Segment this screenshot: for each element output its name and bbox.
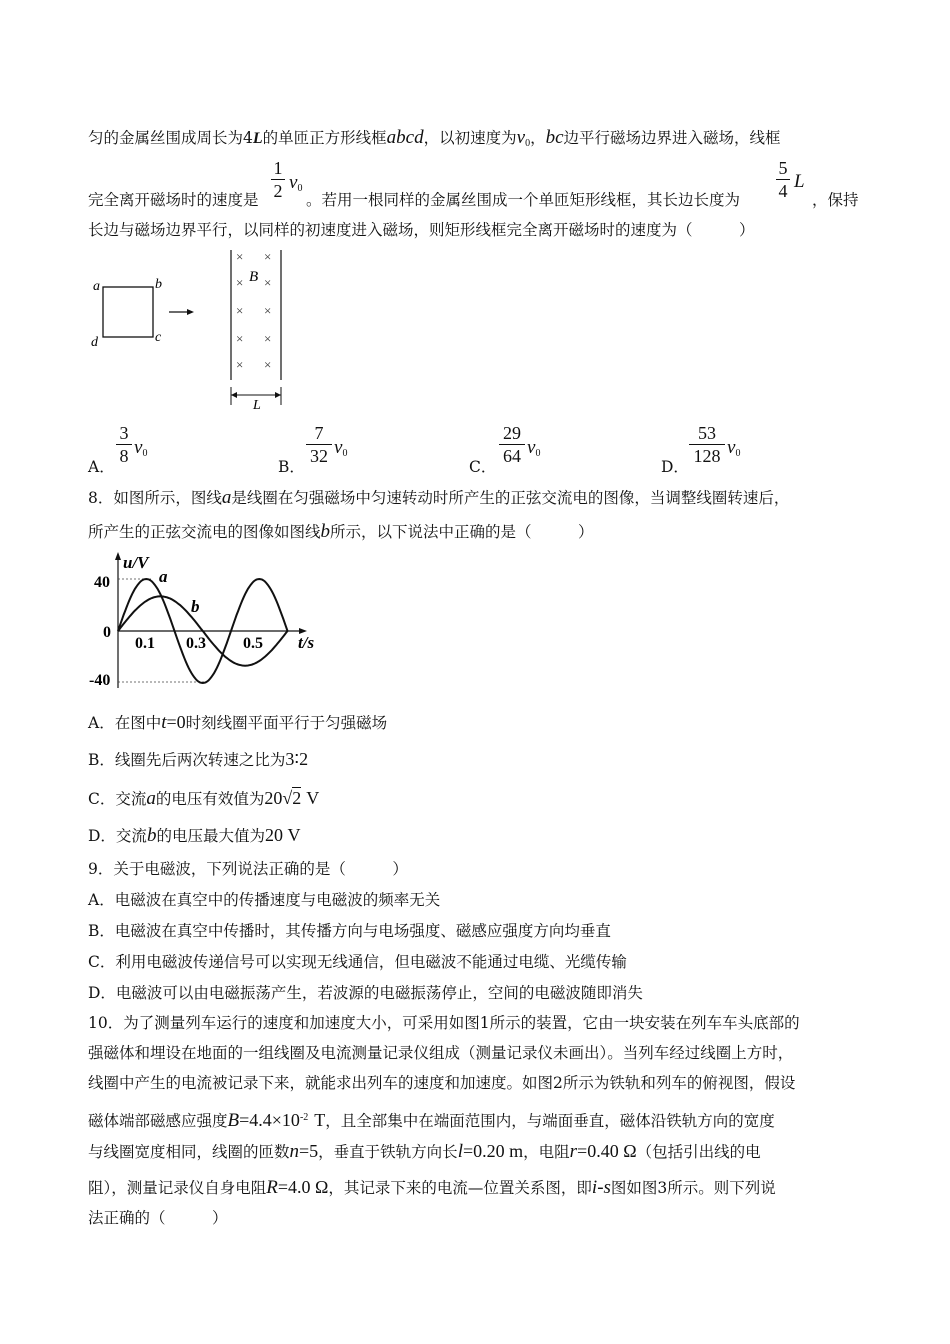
origin-label: 0 [103,624,111,641]
q7-line-3: 长边与磁场边界平行，以同样的初速度进入磁场，则矩形线框完全离开磁场时的速度为（ ） [88,221,755,239]
xtick-0.1: 0.1 [135,635,155,652]
q8-option-d[interactable]: D．交流b的电压最大值为20 V [88,825,301,846]
arrow-head [187,309,194,315]
q7-line-2b: 。若用一根同样的金属丝围成一个单匝矩形线框，其长边长度为 [306,191,741,209]
fraction-five-fourths: 5 4 [776,158,790,201]
q7-option-a[interactable]: A． 3 8 $v_0$ [88,423,148,476]
q9-option-a[interactable]: A．电磁波在真空中的传播速度与电磁波的频率无关 [88,891,441,909]
q7-line-2c: ，保持 [812,191,859,209]
q8-voltage-graph [85,548,325,693]
q8-option-b[interactable]: B．线圈先后两次转速之比为3∶2 [88,749,309,769]
corner-c: c [155,330,162,345]
corner-d: d [91,335,98,350]
q10-line-3: 线圈中产生的电流被记录下来，就能求出列车的速度和加速度。如图2所示为铁轨和列车的俯视图，假设 [88,1074,796,1092]
svg-text:×: × [264,357,272,372]
svg-text:×: × [236,357,244,372]
q7-line-2a: 完全离开磁场时的速度是 [88,191,259,209]
v0-symbol: $v_0$ [289,172,303,194]
abcd-var: abcd [386,127,424,148]
field-label-B: B [249,269,259,285]
ytick-40: 40 [94,574,110,591]
q10-line-1: 10．为了测量列车运行的速度和加速度大小，可采用如图1所示的装置，它由一块安装在列车车头底部的 [88,1014,800,1032]
ytick-neg40: -40 [89,672,111,689]
svg-text:×: × [264,275,272,290]
bc-var: bc [545,127,564,148]
svg-text:×: × [236,303,244,318]
sqrt-sign: √ [282,788,293,808]
curve-label-b: b [191,597,200,616]
q9-option-d[interactable]: D．电磁波可以由电磁振荡产生，若波源的电磁振荡停止，空间的电磁波随即消失 [88,984,643,1002]
q9-option-b[interactable]: B．电磁波在真空中传播时，其传播方向与电场强度、磁感应强度方向均垂直 [88,922,611,940]
q8-line-1: 8．如图所示，图线a是线圈在匀强磁场中匀速转动时所产生的正弦交流电的图像，当调整线圈转速后， [88,487,790,508]
xtick-0.5: 0.5 [243,635,263,652]
q10-line-7: 法正确的（ ） [88,1209,228,1227]
q10-line-4: 磁体端部磁感应强度$B=4.4\times 10^{-2}$ T，且全部集中在端面范围内，与端面垂直，磁体沿铁轨方向的宽度 [88,1110,775,1132]
svg-text:×: × [236,275,244,290]
q9-option-c[interactable]: C．利用电磁波传递信号可以实现无线通信，但电磁波不能通过电缆、光缆传输 [88,953,627,971]
q10-line-2: 强磁体和埋设在地面的一组线圈及电流测量记录仪组成（测量记录仪未画出）。当列车经过线圈上方时， [88,1044,794,1062]
fraction-one-half: 1 2 [271,158,285,201]
q10-line-6: 阻），测量记录仪自身电阻R=4.0 Ω，其记录下来的电流—位置关系图，即i-s图如图3所示。则下列说 [88,1177,776,1198]
svg-text:×: × [236,331,244,346]
q9-stem: 9．关于电磁波，下列说法正确的是（ ） [88,860,408,878]
q8-option-a[interactable]: A．在图中t=0时刻线圈平面平行于匀强磁场 [88,712,388,733]
x-axis-label: t/s [298,633,315,652]
svg-text:×: × [264,331,272,346]
corner-a: a [93,279,100,294]
width-label-L: L [253,398,261,410]
field-crosses [236,249,271,372]
y-axis-label: u/V [123,553,149,572]
svg-text:×: × [264,249,272,264]
length-L: L [794,171,805,192]
svg-text:×: × [236,249,244,264]
q10-line-5: 与线圈宽度相同，线圈的匝数n=5，垂直于铁轨方向长l=0.20 m，电阻r=0.40 Ω（包括引出线的电 [88,1141,761,1162]
q8-line-2: 所产生的正弦交流电的图像如图线b所示，以下说法中正确的是（ ） [88,521,594,542]
corner-b: b [155,277,162,292]
q7-option-b[interactable]: B． 7 32 $v_0$ [278,423,348,476]
curve-label-a: a [159,567,168,586]
q7-line-1: 匀的金属丝围成周长为4L的单匝正方形线框abcd，以初速度为$v_0$，bc边平行磁场边界进入磁场，线框 [88,127,781,149]
square-frame [103,287,153,337]
q7-option-d[interactable]: D． 53 128 $v_0$ [661,423,741,476]
svg-text:×: × [264,303,272,318]
xtick-0.3: 0.3 [186,635,206,652]
q7-figure [85,245,305,410]
q7-option-c[interactable]: C． 29 64 $v_0$ [469,423,541,476]
q8-option-c[interactable]: C．交流a的电压有效值为20√2 V [88,788,320,809]
